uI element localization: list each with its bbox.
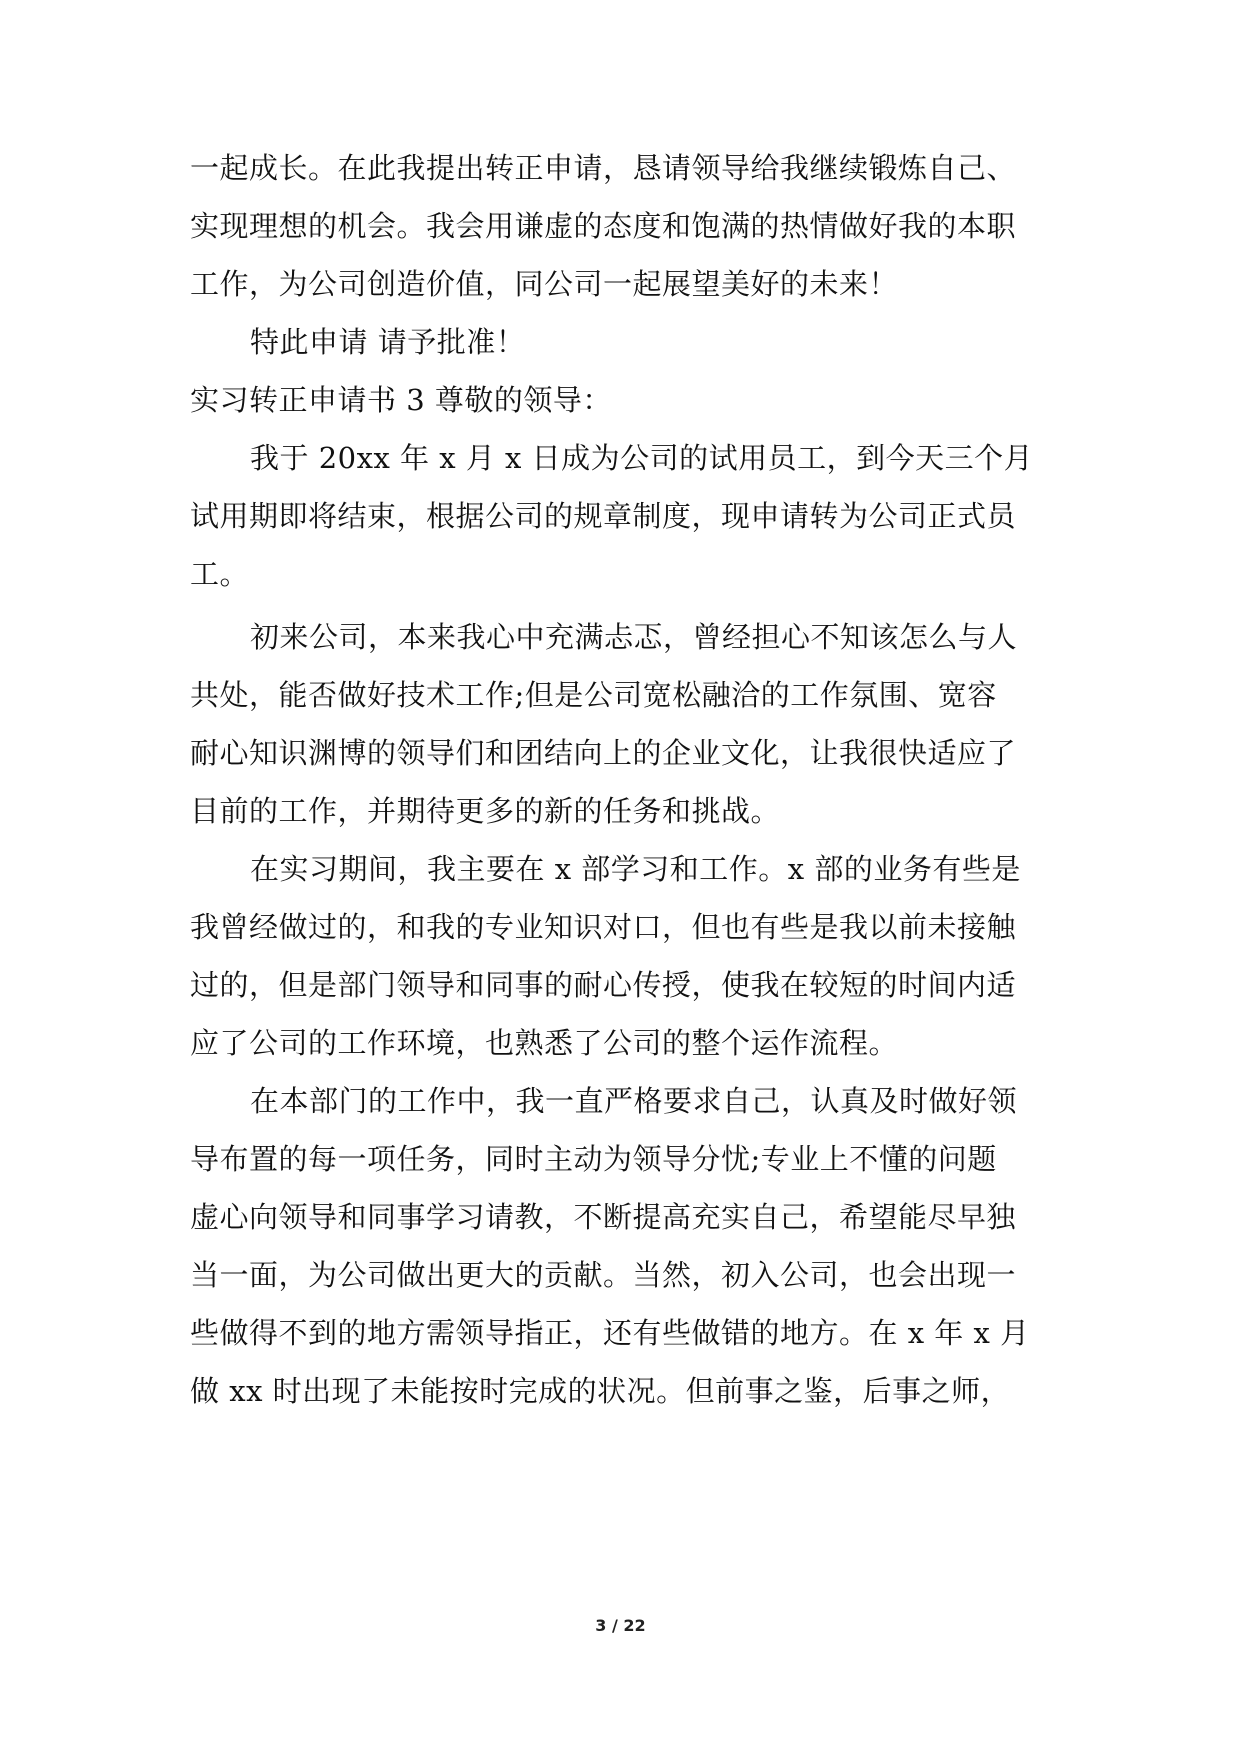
text-line: 我曾经做过的，和我的专业知识对口，但也有些是我以前未接触 <box>190 910 1017 944</box>
text-line: 初来公司，本来我心中充满忐忑，曾经担心不知该怎么与人 <box>250 620 1018 654</box>
text-line: 目前的工作，并期待更多的新的任务和挑战。 <box>190 794 781 828</box>
text-line: 当一面，为公司做出更大的贡献。当然，初入公司，也会出现一 <box>190 1258 1017 1292</box>
text-line: 工。 <box>190 557 250 591</box>
text-line: 实现理想的机会。我会用谦虚的态度和饱满的热情做好我的本职 <box>190 209 1017 243</box>
text-line: 些做得不到的地方需领导指正，还有些做错的地方。在 x 年 x 月 <box>190 1316 1030 1350</box>
text-line: 过的，但是部门领导和同事的耐心传授，使我在较短的时间内适 <box>190 968 1017 1002</box>
text-line: 在本部门的工作中，我一直严格要求自己，认真及时做好领 <box>250 1084 1018 1118</box>
text-line: 耐心知识渊博的领导们和团结向上的企业文化，让我很快适应了 <box>190 736 1017 770</box>
text-line: 试用期即将结束，根据公司的规章制度，现申请转为公司正式员 <box>190 499 1017 533</box>
text-line: 特此申请 请予批准！ <box>250 325 526 359</box>
text-line: 应了公司的工作环境，也熟悉了公司的整个运作流程。 <box>190 1026 899 1060</box>
text-line: 在实习期间，我主要在 x 部学习和工作。x 部的业务有些是 <box>250 852 1021 886</box>
text-line: 共处，能否做好技术工作;但是公司宽松融洽的工作氛围、宽容 <box>190 678 997 712</box>
page-number: 3 / 22 <box>595 1616 646 1635</box>
text-line: 虚心向领导和同事学习请教，不断提高充实自己，希望能尽早独 <box>190 1200 1017 1234</box>
text-line: 导布置的每一项任务，同时主动为领导分忧;专业上不懂的问题 <box>190 1142 997 1176</box>
text-line: 工作，为公司创造价值，同公司一起展望美好的未来！ <box>190 267 899 301</box>
text-line: 一起成长。在此我提出转正申请，恳请领导给我继续锻炼自己、 <box>190 151 1017 185</box>
text-line: 我于 20xx 年 x 月 x 日成为公司的试用员工，到今天三个月 <box>250 441 1034 475</box>
section-heading: 实习转正申请书 3 尊敬的领导： <box>190 383 612 417</box>
text-line: 做 xx 时出现了未能按时完成的状况。但前事之鉴，后事之师， <box>190 1374 1011 1408</box>
